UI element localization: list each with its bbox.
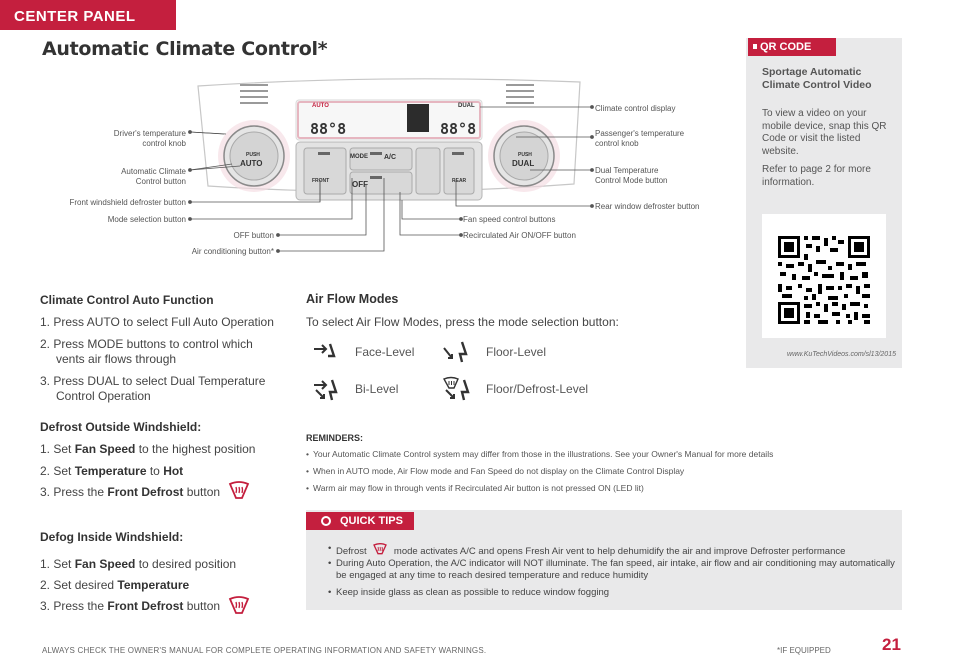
floor-level-icon [442,340,474,364]
defog-step-2-b: Temperature [117,578,190,592]
defrost-step-3 [40,485,220,500]
qr-url[interactable]: www.KuTechVideos.com/sl13/2015 [787,351,896,358]
footer-disclaimer: ALWAYS CHECK THE OWNER'S MANUAL FOR COMPLETE OPERATING INFORMATION AND SAFETY WARNINGS. [42,646,487,655]
label-climate-display: Climate control display [595,104,676,113]
defog-title: Defog Inside Windshield: [40,530,184,544]
bi-level-icon [312,378,344,402]
label-dual-button: Dual Temperature Control Mode button [595,166,668,185]
mode-bi-level: Bi-Level [355,382,399,396]
qr-code-icon [762,214,886,338]
page-number: 21 [882,635,901,654]
dual-knob-push: PUSH [518,152,532,158]
defrost-step-3-b: Front Defrost [107,485,184,499]
defrost-step-2-c: to [146,464,164,478]
defog-step-2-a: 2. Set desired [40,578,118,592]
rear-defrost-button[interactable]: REAR [452,178,467,184]
label-passenger-knob: Passenger's temperature control knob [595,129,685,148]
qr-heading: Sportage Automatic Climate Control Video [762,66,872,91]
mode-floor-defrost-level: Floor/Defrost-Level [486,382,589,396]
mode-face-level: Face-Level [355,345,415,359]
quick-tip-1-a: Defrost [336,546,367,557]
ac-button[interactable]: A/C [384,154,397,161]
qr-text-1: To view a video on your mobile device, snap this QR Code or visit the listed website. [762,108,887,157]
qr-tab: QR CODE [748,38,836,56]
defog-step-3-c: button [183,599,221,613]
section-tab: CENTER PANEL [0,0,176,30]
defrost-step-2-a: 2. Set [40,464,75,478]
off-button[interactable]: OFF [352,180,368,189]
defrost-step-1 [40,442,255,457]
auto-step-3-cont: Control Operation [56,389,151,403]
defog-step-1 [40,557,236,572]
defrost-step-1-b: Fan Speed [74,442,136,456]
defog-step-1-c: to desired position [135,557,237,571]
defrost-step-2 [40,464,183,479]
footer-if-equipped: *IF EQUIPPED [777,646,831,655]
quick-tip-3: • Keep inside glass as clean as possible to reduce window fogging [336,587,896,599]
qr-code[interactable] [762,214,886,338]
defog-step-3-a: 3. Press the [40,599,108,613]
reminder-1: • Your Automatic Climate Control system may differ from those in the illustrations. See your Owner's Manual for more details [306,449,896,459]
label-fan-speed: Fan speed control buttons [463,215,556,224]
defrost-step-1-c: to the highest position [135,442,256,456]
defog-step-1-a: 1. Set [40,557,75,571]
label-auto-button: Automatic Climate Control button [121,167,186,186]
quick-tips-label: QUICK TIPS [340,515,403,527]
label-off-button: OFF button [233,231,274,240]
quick-tips-tab [306,512,414,530]
defrost-title: Defrost Outside Windshield: [40,420,202,434]
auto-knob-label[interactable]: AUTO [240,159,263,168]
defrost-step-2-d: Hot [163,464,184,478]
display-temp-right: 88°8 [440,120,477,138]
defrost-step-3-a: 3. Press the [40,485,108,499]
page-title: Automatic Climate Control* [42,38,328,60]
dual-knob-label[interactable]: DUAL [512,159,535,168]
defog-step-3 [40,599,220,614]
reminders-title: REMINDERS: [306,433,364,443]
mode-button[interactable]: MODE [350,154,368,160]
defrost-step-1-a: 1. Set [40,442,75,456]
label-front-defroster: Front windshield defroster button [69,198,186,207]
display-auto-indicator: AUTO [312,103,329,109]
reminder-3: • Warm air may flow in through vents if Recirculated Air button is not pressed ON (LED lit) [306,483,896,493]
defog-step-1-b: Fan Speed [74,557,136,571]
reminder-2: • When in AUTO mode, Air Flow mode and Fan Speed do not display on the Climate Control Display [306,466,896,476]
defrost-step-3-c: button [183,485,221,499]
qr-description [762,108,894,189]
tips-icon [321,516,331,526]
qr-text-2: Refer to page 2 for more information. [762,164,871,188]
defog-step-2 [40,578,189,593]
defrost-step-2-b: Temperature [74,464,147,478]
floor-defrost-level-icon [442,376,474,402]
mode-floor-level: Floor-Level [486,345,547,359]
leader-lines [186,100,596,260]
front-defrost-icon [228,596,250,616]
auto-knob-push: PUSH [246,152,260,158]
face-level-icon [312,340,344,364]
front-defrost-button[interactable]: FRONT [312,178,330,184]
label-driver-knob: Driver's temperature control knob [113,129,186,148]
display-temp-left: 88°8 [310,120,347,138]
air-flow-title: Air Flow Modes [306,292,399,306]
auto-step-2-cont: vents air flows through [56,352,177,366]
label-rear-defroster: Rear window defroster button [595,202,700,211]
label-recirculated: Recirculated Air ON/OFF button [463,231,576,240]
label-ac-button: Air conditioning button* [191,247,274,256]
quick-tip-2: • During Auto Operation, the A/C indicator will NOT illuminate. The fan speed, air intake, air flow and air conditioning may automatically be engaged at any time to reach desired temperature and reduce humidity [336,558,896,581]
quick-tip-1-b: mode activates A/C and opens Fresh Air vent to help dehumidify the air and improve Defroster performance [393,546,846,557]
front-defrost-icon [228,481,250,501]
air-flow-subtitle: To select Air Flow Modes, press the mode selection button: [306,315,619,329]
auto-function-title: Climate Control Auto Function [40,293,214,307]
label-mode-selection: Mode selection button [107,215,186,224]
auto-step-1: 1. Press AUTO to select Full Auto Operation [40,315,274,329]
quick-tip-1 [336,543,896,558]
front-defrost-icon [372,543,388,555]
display-dual-indicator: DUAL [458,103,475,109]
defog-step-3-b: Front Defrost [107,599,184,613]
auto-step-3: 3. Press DUAL to select Dual Temperature [40,374,266,388]
auto-step-2: 2. Press MODE buttons to control which [40,337,253,351]
